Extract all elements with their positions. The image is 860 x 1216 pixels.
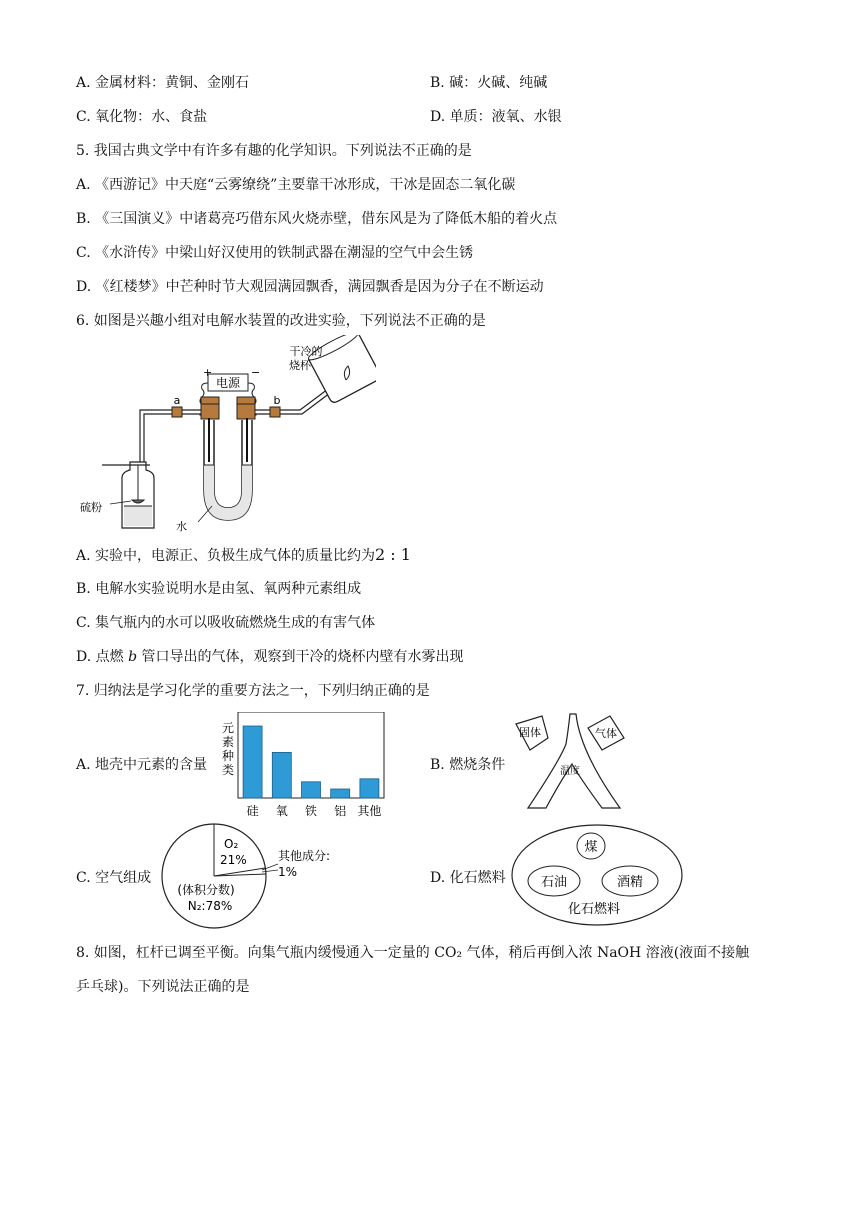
- water-label: 水: [176, 520, 187, 533]
- q7-option-d: D. 化石燃料: [430, 870, 506, 886]
- q4-option-d: D. 单质：液氧、水银: [430, 109, 562, 125]
- fuel-fossil-label: 化石燃料: [567, 902, 621, 917]
- chart-bar-0: [243, 726, 262, 798]
- fuel-alcohol-label: 酒精: [616, 875, 644, 890]
- chart-tick-4: 其他: [357, 804, 382, 818]
- q6-option-b: B. 电解水实验说明水是由氢、氧两种元素组成: [76, 581, 362, 597]
- fire-temp-label: 温度: [560, 766, 580, 777]
- q6-option-a: [76, 545, 411, 566]
- fuel-coal-label: 煤: [584, 840, 598, 855]
- air-composition-pie: [158, 822, 348, 932]
- valve-b-label: b: [273, 394, 281, 407]
- q8-line-1: 8. 如图，杠杆已调至平衡。向集气瓶内缓慢通入一定量的 CO₂ 气体，稍后再倒入浓 NaOH 溶液(液面不接触: [76, 945, 750, 961]
- q7-option-b: B. 燃烧条件: [430, 757, 506, 773]
- fire-solid-label: 固体: [519, 726, 541, 739]
- q4-option-c: C. 氧化物：水、食盐: [76, 109, 208, 125]
- pie-n2-label: N₂:78%: [187, 899, 233, 913]
- fossil-fuel-diagram: [510, 822, 685, 928]
- pie-other-pct: 1%: [278, 865, 298, 879]
- q5-option-d: D. 《红楼梦》中芒种时节大观园满园飘香，满园飘香是因为分子在不断运动: [76, 279, 544, 295]
- chart-bar-3: [331, 789, 350, 798]
- q7-option-a: A. 地壳中元素的含量: [76, 757, 208, 773]
- chart-bar-2: [302, 782, 321, 798]
- pie-o2-label: O₂: [224, 837, 239, 851]
- q8-line-2: 乒乓球)。下列说法正确的是: [76, 979, 250, 995]
- electrolysis-apparatus-figure: [76, 335, 376, 535]
- q5-stem: 5. 我国古典文学中有许多有趣的化学知识。下列说法不正确的是: [76, 143, 472, 159]
- power-label: 电源: [215, 376, 241, 390]
- chart-tick-3: 铝: [334, 804, 347, 818]
- q7-stem: 7. 归纳法是学习化学的重要方法之一，下列归纳正确的是: [76, 683, 430, 699]
- q4-option-b: B. 碱：火碱、纯碱: [430, 75, 548, 91]
- chart-ylabel-3: 种: [221, 749, 235, 763]
- chart-bar-1: [272, 752, 291, 798]
- pie-other-label: 其他成分:: [278, 849, 331, 863]
- q5-option-c: C. 《水浒传》中梁山好汉使用的铁制武器在潮湿的空气中会生锈: [76, 245, 474, 261]
- q6-option-d-var: b: [128, 649, 138, 665]
- q6-option-a-ratio: 2 : 1: [375, 545, 411, 564]
- fire-triangle-figure: [510, 712, 630, 812]
- chart-tick-0: 硅: [246, 804, 259, 818]
- q5-option-a: A. 《西游记》中天庭“云雾缭绕”主要靠干冰形成，干冰是固态二氧化碳: [76, 177, 516, 193]
- q6-option-c: C. 集气瓶内的水可以吸收硫燃烧生成的有害气体: [76, 615, 376, 631]
- q6-option-d-post: 管口导出的气体，观察到干冷的烧杯内壁有水雾出现: [137, 649, 464, 665]
- pie-o2-pct: 21%: [220, 853, 247, 867]
- chart-ylabel-2: 素: [221, 735, 235, 749]
- q6-option-d: [76, 647, 464, 667]
- q4-option-a: A. 金属材料：黄铜、金刚石: [76, 75, 250, 91]
- valve-a-label: a: [173, 394, 181, 407]
- sulfur-label: 硫粉: [80, 501, 102, 514]
- q6-stem: 6. 如图是兴趣小组对电解水装置的改进实验，下列说法不正确的是: [76, 313, 486, 329]
- chart-ylabel-4: 类: [221, 763, 235, 777]
- beaker-label-1: 干冷的: [289, 345, 323, 358]
- chart-ylabel-1: 元: [221, 721, 235, 735]
- chart-tick-1: 氧: [275, 804, 288, 818]
- pie-volume-label: (体积分数): [177, 883, 235, 897]
- q6-option-a-text: A. 实验中，电源正、负极生成气体的质量比约为: [76, 548, 376, 564]
- plus-sign: +: [203, 366, 213, 379]
- chart-bar-4: [360, 779, 379, 798]
- q5-option-b: B. 《三国演义》中诸葛亮巧借东风火烧赤壁，借东风是为了降低木船的着火点: [76, 211, 558, 227]
- beaker-label-2: 烧杯: [289, 359, 311, 372]
- minus-sign: −: [251, 366, 261, 379]
- fire-gas-label: 气体: [595, 727, 617, 740]
- q7-option-c: C. 空气组成: [76, 870, 152, 886]
- element-content-bar-chart: [218, 712, 386, 824]
- q6-option-d-pre: D. 点燃: [76, 649, 129, 665]
- fuel-oil-label: 石油: [540, 875, 568, 890]
- chart-tick-2: 铁: [304, 804, 318, 818]
